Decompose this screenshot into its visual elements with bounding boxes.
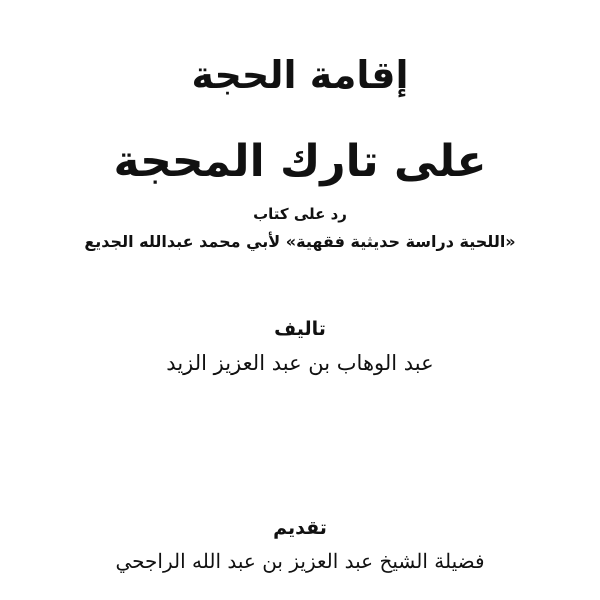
book-subtitle: على تارك المحجة	[113, 136, 487, 187]
author-name: عبد الوهاب بن عبد العزيز الزيد	[166, 351, 434, 375]
author-label: تاليف	[274, 318, 326, 340]
book-title: إقامة الحجة	[191, 53, 409, 97]
reply-book-title: «اللحية دراسة حديثية فقهية» لأبي محمد عبدالله الجديع	[84, 232, 516, 251]
introduction-label: تقديم	[273, 517, 327, 539]
reply-label: رد على كتاب	[253, 205, 347, 223]
introduction-author: فضيلة الشيخ عبد العزيز بن عبد الله الراجحي	[115, 549, 485, 573]
